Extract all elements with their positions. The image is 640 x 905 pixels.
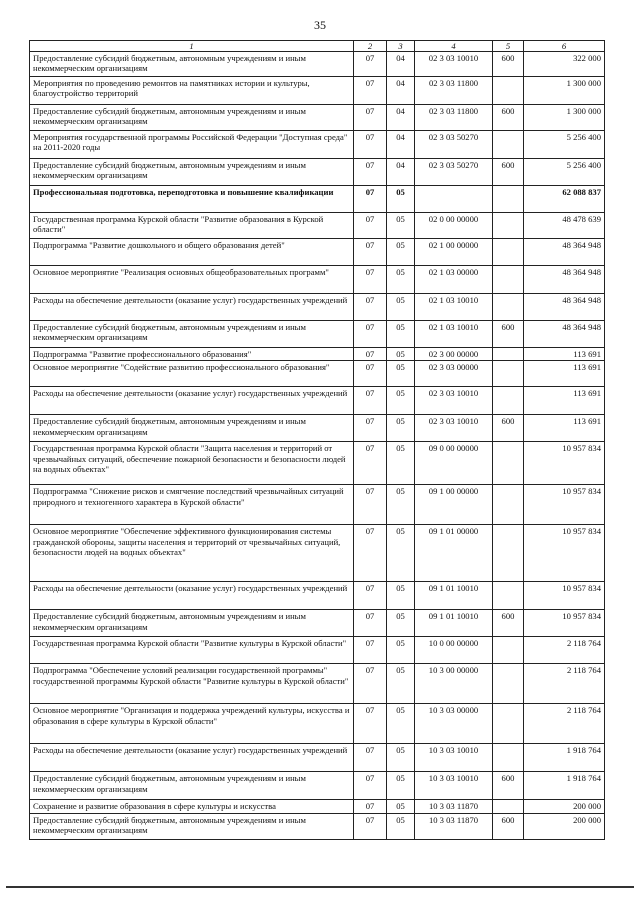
table-row: [30, 664, 605, 704]
row-target-article-cell: 09 1 01 00000: [415, 525, 493, 582]
row-subsection-cell: 05: [387, 485, 415, 525]
table-row: [30, 266, 605, 294]
row-target-article-cell: 10 0 00 00000: [415, 637, 493, 664]
row-section-cell: 07: [354, 442, 387, 485]
row-expense-type-cell: [493, 348, 524, 361]
row-name-cell: Государственная программа Курской области "Защита населения и территорий от чрезвычайных ситуаций, обеспечение пожарной безопасности и безопасности людей на водных объектах": [30, 442, 354, 485]
header-expense-type: 5: [493, 41, 524, 52]
table-row: [30, 159, 605, 186]
row-subsection-cell: 04: [387, 159, 415, 186]
row-expense-type-cell: [493, 800, 524, 813]
row-name-cell: Расходы на обеспечение деятельности (оказание услуг) государственных учреждений: [30, 387, 354, 415]
row-section-cell: 07: [354, 52, 387, 77]
row-amount-cell: 322 000: [524, 52, 605, 77]
table-row: [30, 813, 605, 839]
row-expense-type-cell: [493, 637, 524, 664]
row-section-cell: 07: [354, 813, 387, 839]
row-section-cell: 07: [354, 610, 387, 637]
row-expense-type-cell: [493, 387, 524, 415]
row-name-cell: Расходы на обеспечение деятельности (оказание услуг) государственных учреждений: [30, 582, 354, 610]
row-target-article-cell: 02 3 00 00000: [415, 348, 493, 361]
row-name-cell: Предоставление субсидий бюджетным, автономным учреждениям и иным некоммерческим организациям: [30, 105, 354, 131]
row-expense-type-cell: [493, 744, 524, 772]
row-target-article-cell: 10 3 03 00000: [415, 704, 493, 744]
row-section-cell: 07: [354, 131, 387, 159]
row-amount-cell: 48 364 948: [524, 294, 605, 321]
row-amount-cell: 1 300 000: [524, 77, 605, 105]
row-name-cell: Расходы на обеспечение деятельности (оказание услуг) государственных учреждений: [30, 744, 354, 772]
table-row: [30, 415, 605, 442]
row-expense-type-cell: [493, 77, 524, 105]
row-expense-type-cell: 600: [493, 321, 524, 348]
row-amount-cell: 10 957 834: [524, 442, 605, 485]
row-expense-type-cell: [493, 704, 524, 744]
row-section-cell: 07: [354, 637, 387, 664]
row-target-article-cell: 10 3 03 10010: [415, 772, 493, 800]
table-row: [30, 321, 605, 348]
row-name-cell: Подпрограмма "Развитие дошкольного и общего образования детей": [30, 239, 354, 266]
table-row: [30, 131, 605, 159]
bottom-rule: [6, 886, 634, 888]
row-section-cell: 07: [354, 744, 387, 772]
row-name-cell: Государственная программа Курской области "Развитие культуры в Курской области": [30, 637, 354, 664]
row-amount-cell: 113 691: [524, 348, 605, 361]
row-amount-cell: 48 478 639: [524, 213, 605, 239]
table-row: [30, 485, 605, 525]
row-name-cell: Основное мероприятие "Реализация основных общеобразовательных программ": [30, 266, 354, 294]
row-amount-cell: 5 256 400: [524, 159, 605, 186]
row-section-cell: 07: [354, 704, 387, 744]
row-subsection-cell: 05: [387, 213, 415, 239]
row-target-article-cell: 02 3 03 11800: [415, 105, 493, 131]
row-amount-cell: 5 256 400: [524, 131, 605, 159]
row-expense-type-cell: [493, 266, 524, 294]
row-amount-cell: 48 364 948: [524, 321, 605, 348]
table-row: [30, 525, 605, 582]
page-number: 35: [314, 18, 326, 32]
table-row: [30, 239, 605, 266]
row-expense-type-cell: [493, 442, 524, 485]
row-subsection-cell: 05: [387, 186, 415, 213]
row-section-cell: 07: [354, 266, 387, 294]
table-row: [30, 348, 605, 361]
row-expense-type-cell: 600: [493, 415, 524, 442]
table-row: [30, 610, 605, 637]
row-name-cell: Мероприятия по проведению ремонтов на памятниках истории и культуры, благоустройство территорий: [30, 77, 354, 105]
table-row: [30, 213, 605, 239]
row-amount-cell: 62 088 837: [524, 186, 605, 213]
row-subsection-cell: 05: [387, 348, 415, 361]
row-target-article-cell: 02 1 03 00000: [415, 266, 493, 294]
row-expense-type-cell: [493, 239, 524, 266]
table-row: [30, 744, 605, 772]
row-target-article-cell: [415, 186, 493, 213]
row-amount-cell: 113 691: [524, 387, 605, 415]
row-name-cell: Предоставление субсидий бюджетным, автономным учреждениям и иным некоммерческим организациям: [30, 159, 354, 186]
row-amount-cell: 200 000: [524, 800, 605, 813]
row-target-article-cell: 10 3 03 11870: [415, 800, 493, 813]
row-target-article-cell: 09 1 01 10010: [415, 610, 493, 637]
row-subsection-cell: 05: [387, 664, 415, 704]
header-amount: 6: [524, 41, 605, 52]
row-section-cell: 07: [354, 321, 387, 348]
row-target-article-cell: 09 0 00 00000: [415, 442, 493, 485]
row-expense-type-cell: [493, 131, 524, 159]
row-expense-type-cell: [493, 525, 524, 582]
row-section-cell: 07: [354, 387, 387, 415]
row-section-cell: 07: [354, 239, 387, 266]
row-name-cell: Предоставление субсидий бюджетным, автономным учреждениям и иным некоммерческим организациям: [30, 415, 354, 442]
header-name: 1: [30, 41, 354, 52]
row-target-article-cell: 02 1 00 00000: [415, 239, 493, 266]
row-subsection-cell: 05: [387, 744, 415, 772]
row-name-cell: Профессиональная подготовка, переподготовка и повышение квалификации: [30, 186, 354, 213]
row-subsection-cell: 05: [387, 387, 415, 415]
row-name-cell: Сохранение и развитие образования в сфере культуры и искусства: [30, 800, 354, 813]
row-section-cell: 07: [354, 582, 387, 610]
row-expense-type-cell: [493, 664, 524, 704]
row-amount-cell: 2 118 764: [524, 664, 605, 704]
row-expense-type-cell: 600: [493, 772, 524, 800]
row-amount-cell: 1 918 764: [524, 744, 605, 772]
row-expense-type-cell: [493, 582, 524, 610]
row-target-article-cell: 02 3 03 11800: [415, 77, 493, 105]
row-subsection-cell: 05: [387, 813, 415, 839]
row-subsection-cell: 05: [387, 294, 415, 321]
row-target-article-cell: 02 3 03 00000: [415, 361, 493, 387]
row-expense-type-cell: 600: [493, 159, 524, 186]
row-subsection-cell: 05: [387, 772, 415, 800]
row-section-cell: 07: [354, 294, 387, 321]
row-target-article-cell: 10 3 00 00000: [415, 664, 493, 704]
header-subsection: 3: [387, 41, 415, 52]
row-amount-cell: 2 118 764: [524, 704, 605, 744]
row-section-cell: 07: [354, 361, 387, 387]
row-section-cell: 07: [354, 485, 387, 525]
row-expense-type-cell: [493, 485, 524, 525]
row-name-cell: Предоставление субсидий бюджетным, автономным учреждениям и иным некоммерческим организациям: [30, 813, 354, 839]
row-target-article-cell: 02 0 00 00000: [415, 213, 493, 239]
row-target-article-cell: 10 3 03 11870: [415, 813, 493, 839]
table-body: [30, 52, 605, 840]
row-name-cell: Мероприятия государственной программы Российской Федерации "Доступная среда" на 2011-2020 годы: [30, 131, 354, 159]
header-section: 2: [354, 41, 387, 52]
row-subsection-cell: 05: [387, 582, 415, 610]
header-row: [30, 41, 605, 52]
row-target-article-cell: 09 1 00 00000: [415, 485, 493, 525]
row-amount-cell: 113 691: [524, 361, 605, 387]
row-section-cell: 07: [354, 415, 387, 442]
row-target-article-cell: 02 1 03 10010: [415, 321, 493, 348]
table-row: [30, 294, 605, 321]
row-expense-type-cell: [493, 186, 524, 213]
row-name-cell: Предоставление субсидий бюджетным, автономным учреждениям и иным некоммерческим организациям: [30, 321, 354, 348]
row-name-cell: Основное мероприятие "Организация и поддержка учреждений культуры, искусства и образования в сфере культуры в Курской области": [30, 704, 354, 744]
row-name-cell: Основное мероприятие "Обеспечение эффективного функционирования системы гражданской обороны, защиты населения и территорий от чрезвычайных ситуаций, безопасности людей на водных объектах": [30, 525, 354, 582]
row-expense-type-cell: 600: [493, 813, 524, 839]
row-name-cell: Предоставление субсидий бюджетным, автономным учреждениям и иным некоммерческим организациям: [30, 772, 354, 800]
row-target-article-cell: 10 3 03 10010: [415, 744, 493, 772]
row-target-article-cell: 02 3 03 50270: [415, 131, 493, 159]
table-row: [30, 186, 605, 213]
row-target-article-cell: 09 1 01 10010: [415, 582, 493, 610]
row-amount-cell: 113 691: [524, 415, 605, 442]
row-expense-type-cell: 600: [493, 52, 524, 77]
row-subsection-cell: 04: [387, 77, 415, 105]
row-amount-cell: 1 918 764: [524, 772, 605, 800]
row-name-cell: Предоставление субсидий бюджетным, автономным учреждениям и иным некоммерческим организациям: [30, 610, 354, 637]
table-row: [30, 637, 605, 664]
row-section-cell: 07: [354, 772, 387, 800]
row-subsection-cell: 04: [387, 105, 415, 131]
table-row: [30, 582, 605, 610]
row-subsection-cell: 04: [387, 131, 415, 159]
row-name-cell: Подпрограмма "Обеспечение условий реализации государственной программы" государственной программы Курской области "Развитие культуры в Курской области": [30, 664, 354, 704]
header-target-article: 4: [415, 41, 493, 52]
row-section-cell: 07: [354, 664, 387, 704]
row-subsection-cell: 05: [387, 239, 415, 266]
table-row: [30, 387, 605, 415]
row-section-cell: 07: [354, 525, 387, 582]
row-expense-type-cell: [493, 294, 524, 321]
row-amount-cell: 10 957 834: [524, 485, 605, 525]
row-target-article-cell: 02 1 03 10010: [415, 294, 493, 321]
row-target-article-cell: 02 3 03 10010: [415, 415, 493, 442]
row-subsection-cell: 05: [387, 321, 415, 348]
table-row: [30, 77, 605, 105]
row-subsection-cell: 05: [387, 266, 415, 294]
row-amount-cell: 10 957 834: [524, 582, 605, 610]
row-subsection-cell: 05: [387, 704, 415, 744]
row-name-cell: Государственная программа Курской области "Развитие образования в Курской области": [30, 213, 354, 239]
row-amount-cell: 1 300 000: [524, 105, 605, 131]
row-name-cell: Предоставление субсидий бюджетным, автономным учреждениям и иным некоммерческим организациям: [30, 52, 354, 77]
row-section-cell: 07: [354, 105, 387, 131]
row-subsection-cell: 05: [387, 415, 415, 442]
row-name-cell: Подпрограмма "Развитие профессионального образования": [30, 348, 354, 361]
row-name-cell: Расходы на обеспечение деятельности (оказание услуг) государственных учреждений: [30, 294, 354, 321]
row-amount-cell: 10 957 834: [524, 525, 605, 582]
table-row: [30, 800, 605, 813]
row-subsection-cell: 05: [387, 800, 415, 813]
row-section-cell: 07: [354, 800, 387, 813]
row-amount-cell: 2 118 764: [524, 637, 605, 664]
table-row: [30, 52, 605, 77]
row-target-article-cell: 02 3 03 10010: [415, 52, 493, 77]
row-section-cell: 07: [354, 159, 387, 186]
row-expense-type-cell: [493, 361, 524, 387]
row-subsection-cell: 04: [387, 52, 415, 77]
row-subsection-cell: 05: [387, 361, 415, 387]
row-amount-cell: 10 957 834: [524, 610, 605, 637]
row-amount-cell: 200 000: [524, 813, 605, 839]
row-subsection-cell: 05: [387, 610, 415, 637]
table-row: [30, 704, 605, 744]
row-amount-cell: 48 364 948: [524, 266, 605, 294]
row-expense-type-cell: [493, 213, 524, 239]
row-subsection-cell: 05: [387, 637, 415, 664]
row-subsection-cell: 05: [387, 525, 415, 582]
table-row: [30, 442, 605, 485]
row-expense-type-cell: 600: [493, 610, 524, 637]
table-row: [30, 105, 605, 131]
row-section-cell: 07: [354, 348, 387, 361]
table-row: [30, 772, 605, 800]
row-amount-cell: 48 364 948: [524, 239, 605, 266]
row-section-cell: 07: [354, 77, 387, 105]
budget-table: [29, 40, 605, 840]
row-name-cell: Подпрограмма "Снижение рисков и смягчение последствий чрезвычайных ситуаций природного и техногенного характера в Курской области": [30, 485, 354, 525]
row-section-cell: 07: [354, 213, 387, 239]
row-target-article-cell: 02 3 03 50270: [415, 159, 493, 186]
row-name-cell: Основное мероприятие "Содействие развитию профессионального образования": [30, 361, 354, 387]
row-section-cell: 07: [354, 186, 387, 213]
row-target-article-cell: 02 3 03 10010: [415, 387, 493, 415]
row-subsection-cell: 05: [387, 442, 415, 485]
row-expense-type-cell: 600: [493, 105, 524, 131]
table-row: [30, 361, 605, 387]
